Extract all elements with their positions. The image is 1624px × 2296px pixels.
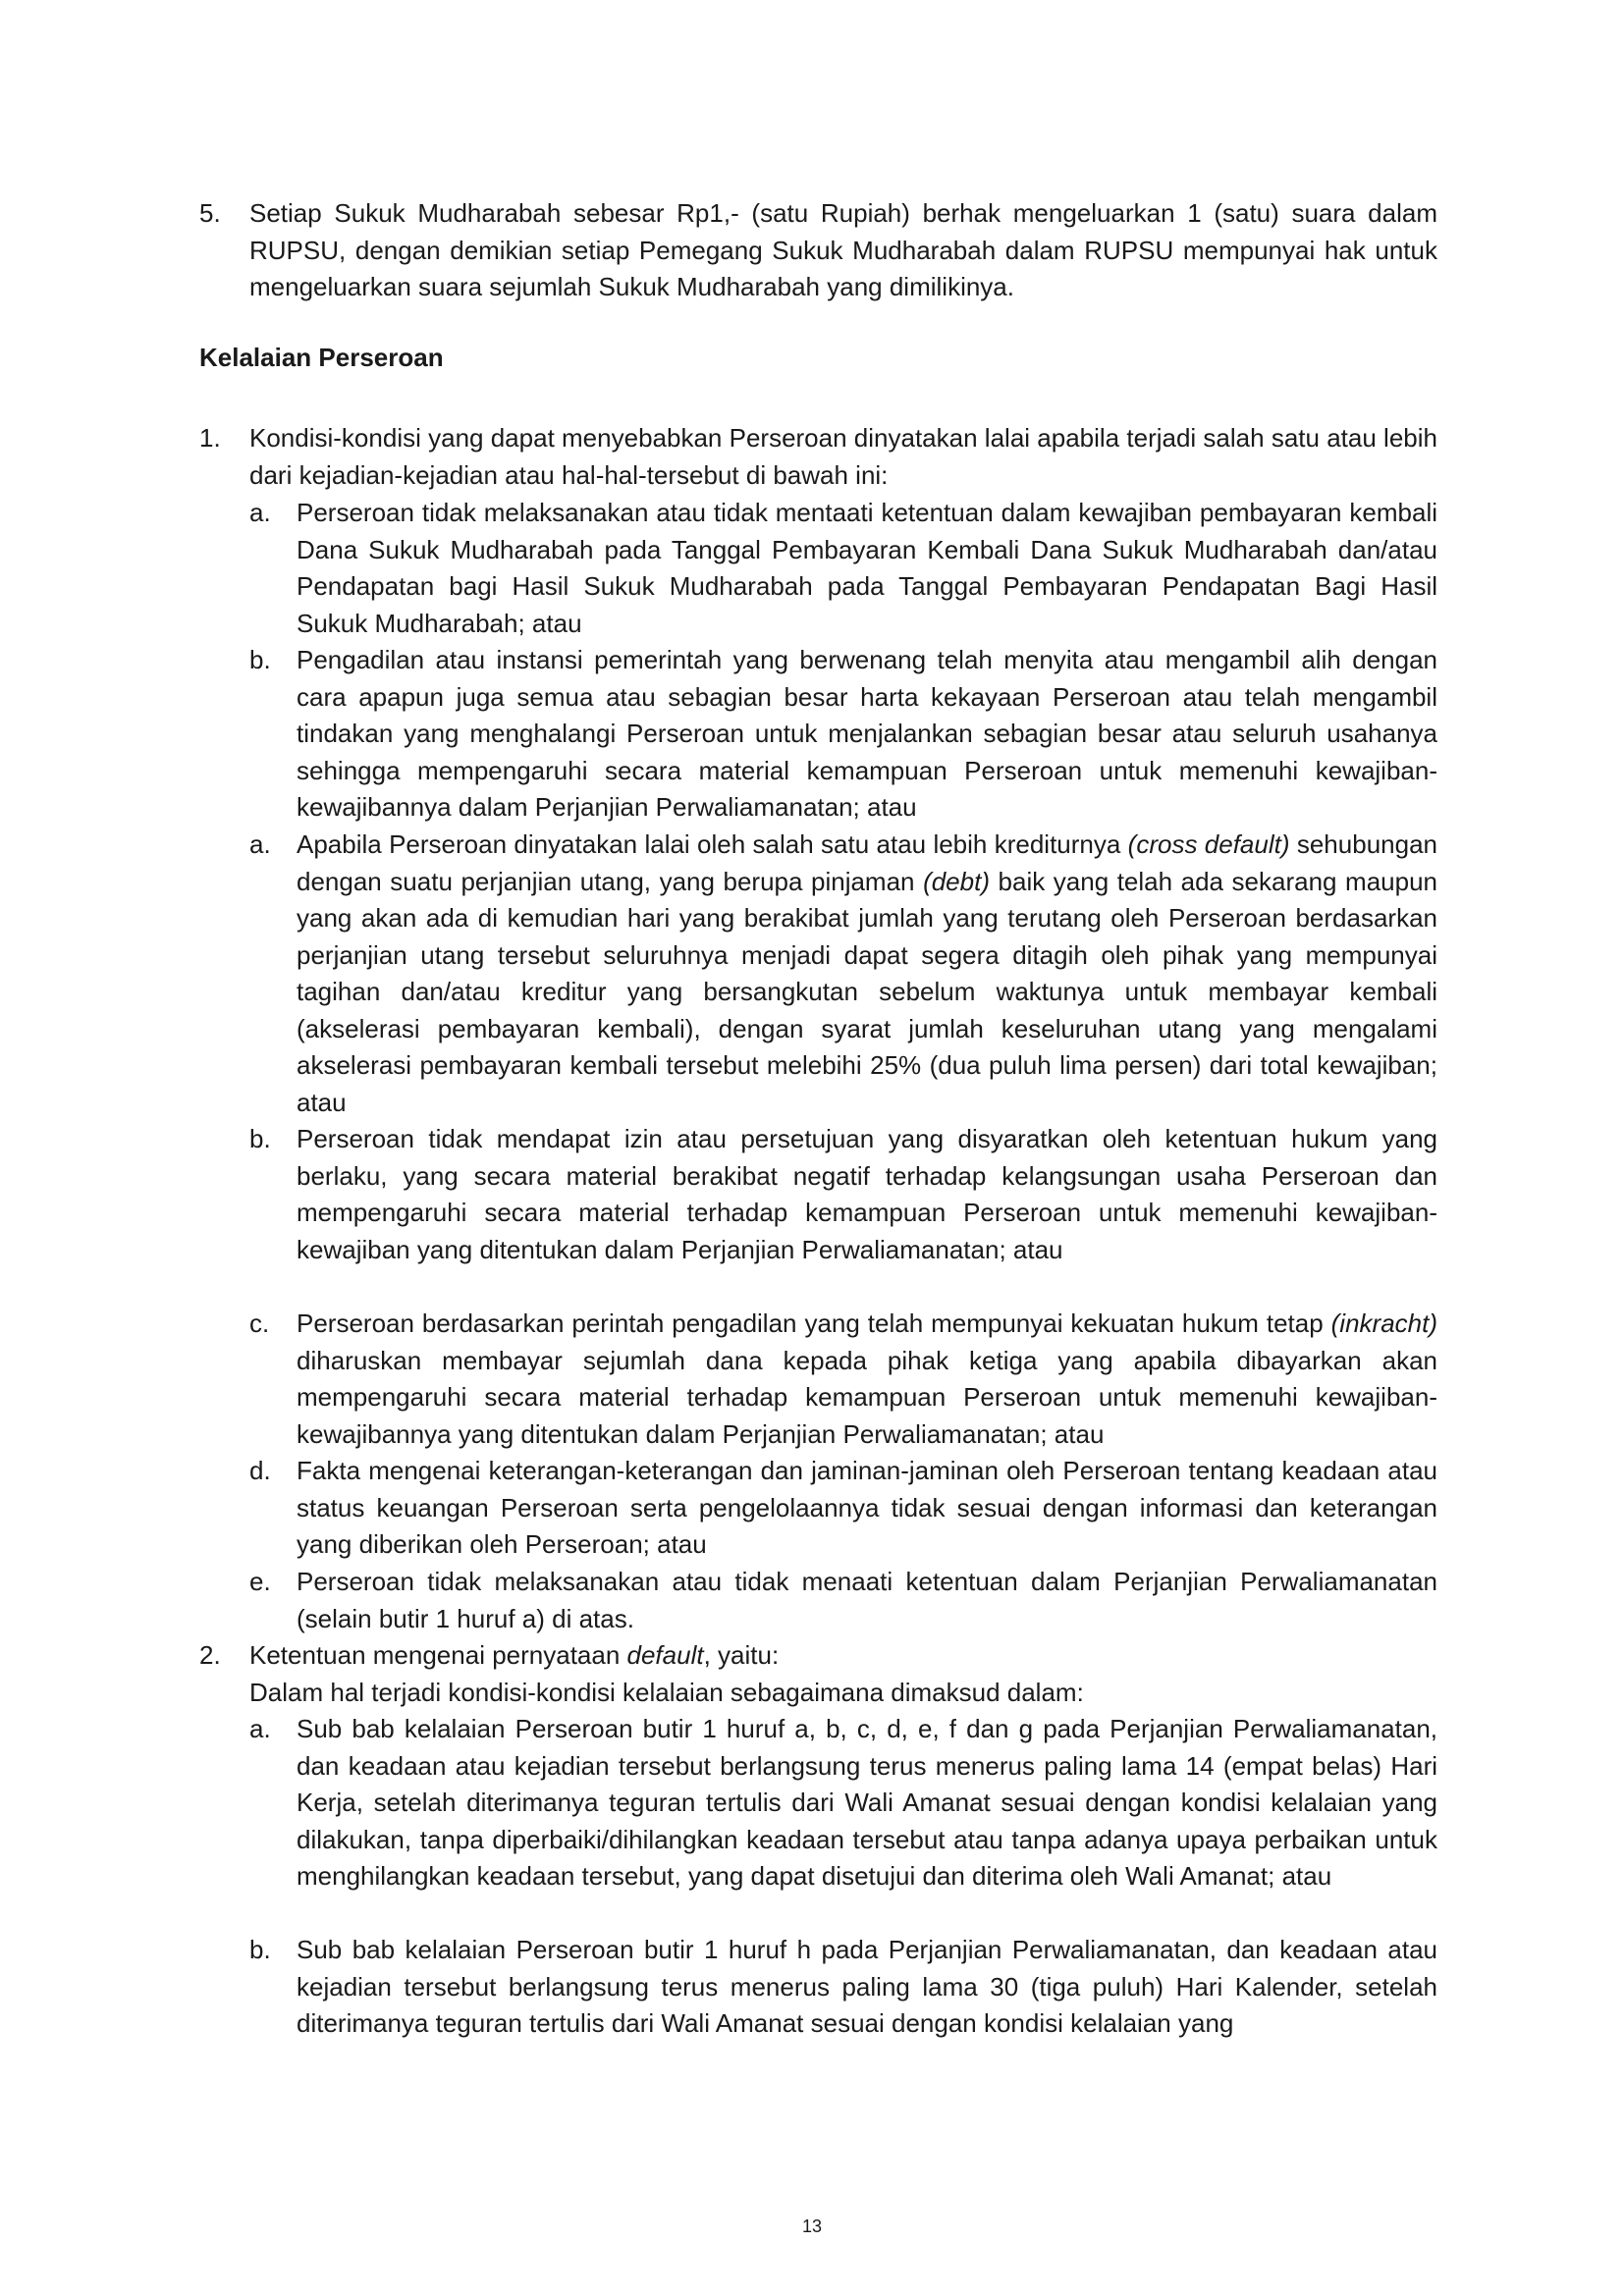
subitem-text (297, 827, 1437, 1121)
italic-term: (debt) (923, 866, 990, 896)
subitem-text: Pengadilan atau instansi pemerintah yang berwenang telah menyita atau mengambil alih dengan cara apapun juga semua atau sebagian besar harta kekayaan Perseroan atau telah mengambil tindakan yang menghalangi Perseroan untuk menjalankan sebagian besar atau seluruh usahanya sehingga mempengaruhi secara material kemampuan Perseroan untuk memenuhi kewajiban-kewajibannya dalam Perjanjian Perwaliamanatan; atau (297, 645, 1437, 822)
text-segment: Ketentuan mengenai pernyataan (249, 1640, 627, 1670)
subitem-text: Perseroan tidak melaksanakan atau tidak mentaati ketentuan dalam kewajiban pembayaran kembali Dana Sukuk Mudharabah pada Tanggal Pembayaran Kembali Dana Sukuk Mudharabah dan/atau Pendapatan bagi Hasil Sukuk Mudharabah pada Tanggal Pembayaran Pendapatan Bagi Hasil Sukuk Mudharabah; atau (297, 498, 1437, 638)
subitem-letter: a. (249, 498, 271, 527)
section-heading: Kelalaian Perseroan (199, 343, 444, 372)
text-segment: Perseroan berdasarkan perintah pengadilan yang telah mempunyai kekuatan hukum tetap (297, 1308, 1331, 1338)
italic-term: (inkracht) (1330, 1308, 1437, 1338)
subitem-text (297, 1306, 1437, 1453)
text-segment: diharuskan membayar sejumlah dana kepada pihak ketiga yang apabila dibayarkan akan mempengaruhi secara material terhadap kemampuan Perseroan untuk memenuhi kewajiban-kewajibannya yang ditentukan dalam Perjanjian Perwaliamanatan; atau (297, 1345, 1437, 1449)
text-segment: , yaitu: (703, 1640, 780, 1670)
text-segment: Apabila Perseroan dinyatakan lalai oleh salah satu atau lebih krediturnya (297, 829, 1128, 859)
subitem-letter: a. (249, 829, 271, 859)
subitem-text: Perseroan tidak mendapat izin atau persetujuan yang disyaratkan oleh ketentuan hukum yang berlaku, yang secara material berakibat negatif terhadap kelangsungan usaha Perseroan dan mempengaruhi secara material terhadap kemampuan Perseroan untuk memenuhi kewajiban-kewajiban yang ditentukan dalam Perjanjian Perwaliamanatan; atau (297, 1124, 1437, 1264)
subitem-text: Sub bab kelalaian Perseroan butir 1 huruf a, b, c, d, e, f dan g pada Perjanjian Perwaliamanatan, dan keadaan atau kejadian tersebut berlangsung terus menerus paling lama 14 (empat belas) Hari Kerja, setelah diterimanya teguran tertulis dari Wali Amanat sesuai dengan kondisi kelalaian yang dilakukan, tanpa diperbaiki/dihilangkan keadaan tersebut atau tanpa adanya upaya perbaikan untuk menghilangkan keadaan tersebut, yang dapat disetujui dan diterima oleh Wali Amanat; atau (297, 1714, 1437, 1891)
text-segment: baik yang telah ada sekarang maupun yang akan ada di kemudian hari yang berakibat jumlah yang terutang oleh Perseroan berdasarkan perjanjian utang tersebut seluruhnya menjadi dapat segera ditagih oleh pihak yang mempunyai tagihan dan/atau kreditur yang bersangkutan sebelum waktunya untuk membayar kembali (akselerasi pembayaran kembali), dengan syarat jumlah keseluruhan utang yang mengalami akselerasi pembayaran kembali tersebut melebihi 25% (dua puluh lima persen) dari total kewajiban; atau (297, 866, 1438, 1117)
item-1-number: 1. (199, 423, 221, 453)
item-2-intro: Dalam hal terjadi kondisi-kondisi kelalaian sebagaimana dimaksud dalam: (249, 1678, 1084, 1707)
subitem-letter: a. (249, 1714, 271, 1743)
text-segment: sehubungan dengan suatu perjanjian utang, yang berupa pinjaman (297, 829, 1437, 896)
subitem-letter: c. (249, 1308, 270, 1338)
item-2-number: 2. (199, 1640, 221, 1670)
page-number: 13 (801, 2216, 823, 2236)
subitem-text: Perseroan tidak melaksanakan atau tidak menaati ketentuan dalam Perjanjian Perwaliamanatan (selain butir 1 huruf a) di atas. (297, 1567, 1437, 1633)
item-5-text: Setiap Sukuk Mudharabah sebesar Rp1,- (satu Rupiah) berhak mengeluarkan 1 (satu) suara dalam RUPSU, dengan demikian setiap Pemegang Sukuk Mudharabah dalam RUPSU mempunyai hak untuk mengeluarkan suara sejumlah Sukuk Mudharabah yang dimilikinya. (249, 198, 1437, 301)
subitem-letter: b. (249, 1935, 271, 1964)
italic-term: (cross default) (1127, 829, 1290, 859)
subitem-text: Sub bab kelalaian Perseroan butir 1 huruf h pada Perjanjian Perwaliamanatan, dan keadaan atau kejadian tersebut berlangsung terus menerus paling lama 30 (tiga puluh) Hari Kalender, setelah diterimanya teguran tertulis dari Wali Amanat sesuai dengan kondisi kelalaian yang (297, 1935, 1437, 2038)
subitem-letter: d. (249, 1456, 271, 1485)
item-1-text: Kondisi-kondisi yang dapat menyebabkan Perseroan dinyatakan lalai apabila terjadi salah satu atau lebih dari kejadian-kejadian atau hal-hal-tersebut di bawah ini: (249, 423, 1437, 490)
item-2-text (249, 1637, 1437, 1675)
subitem-text: Fakta mengenai keterangan-keterangan dan jaminan-jaminan oleh Perseroan tentang keadaan atau status keuangan Perseroan serta pengelolaannya tidak sesuai dengan informasi dan keterangan yang diberikan oleh Perseroan; atau (297, 1456, 1437, 1559)
subitem-letter: e. (249, 1567, 271, 1596)
subitem-letter: b. (249, 1124, 271, 1153)
subitem-letter: b. (249, 645, 271, 674)
italic-term: default (626, 1640, 704, 1670)
item-5-number: 5. (199, 198, 221, 228)
